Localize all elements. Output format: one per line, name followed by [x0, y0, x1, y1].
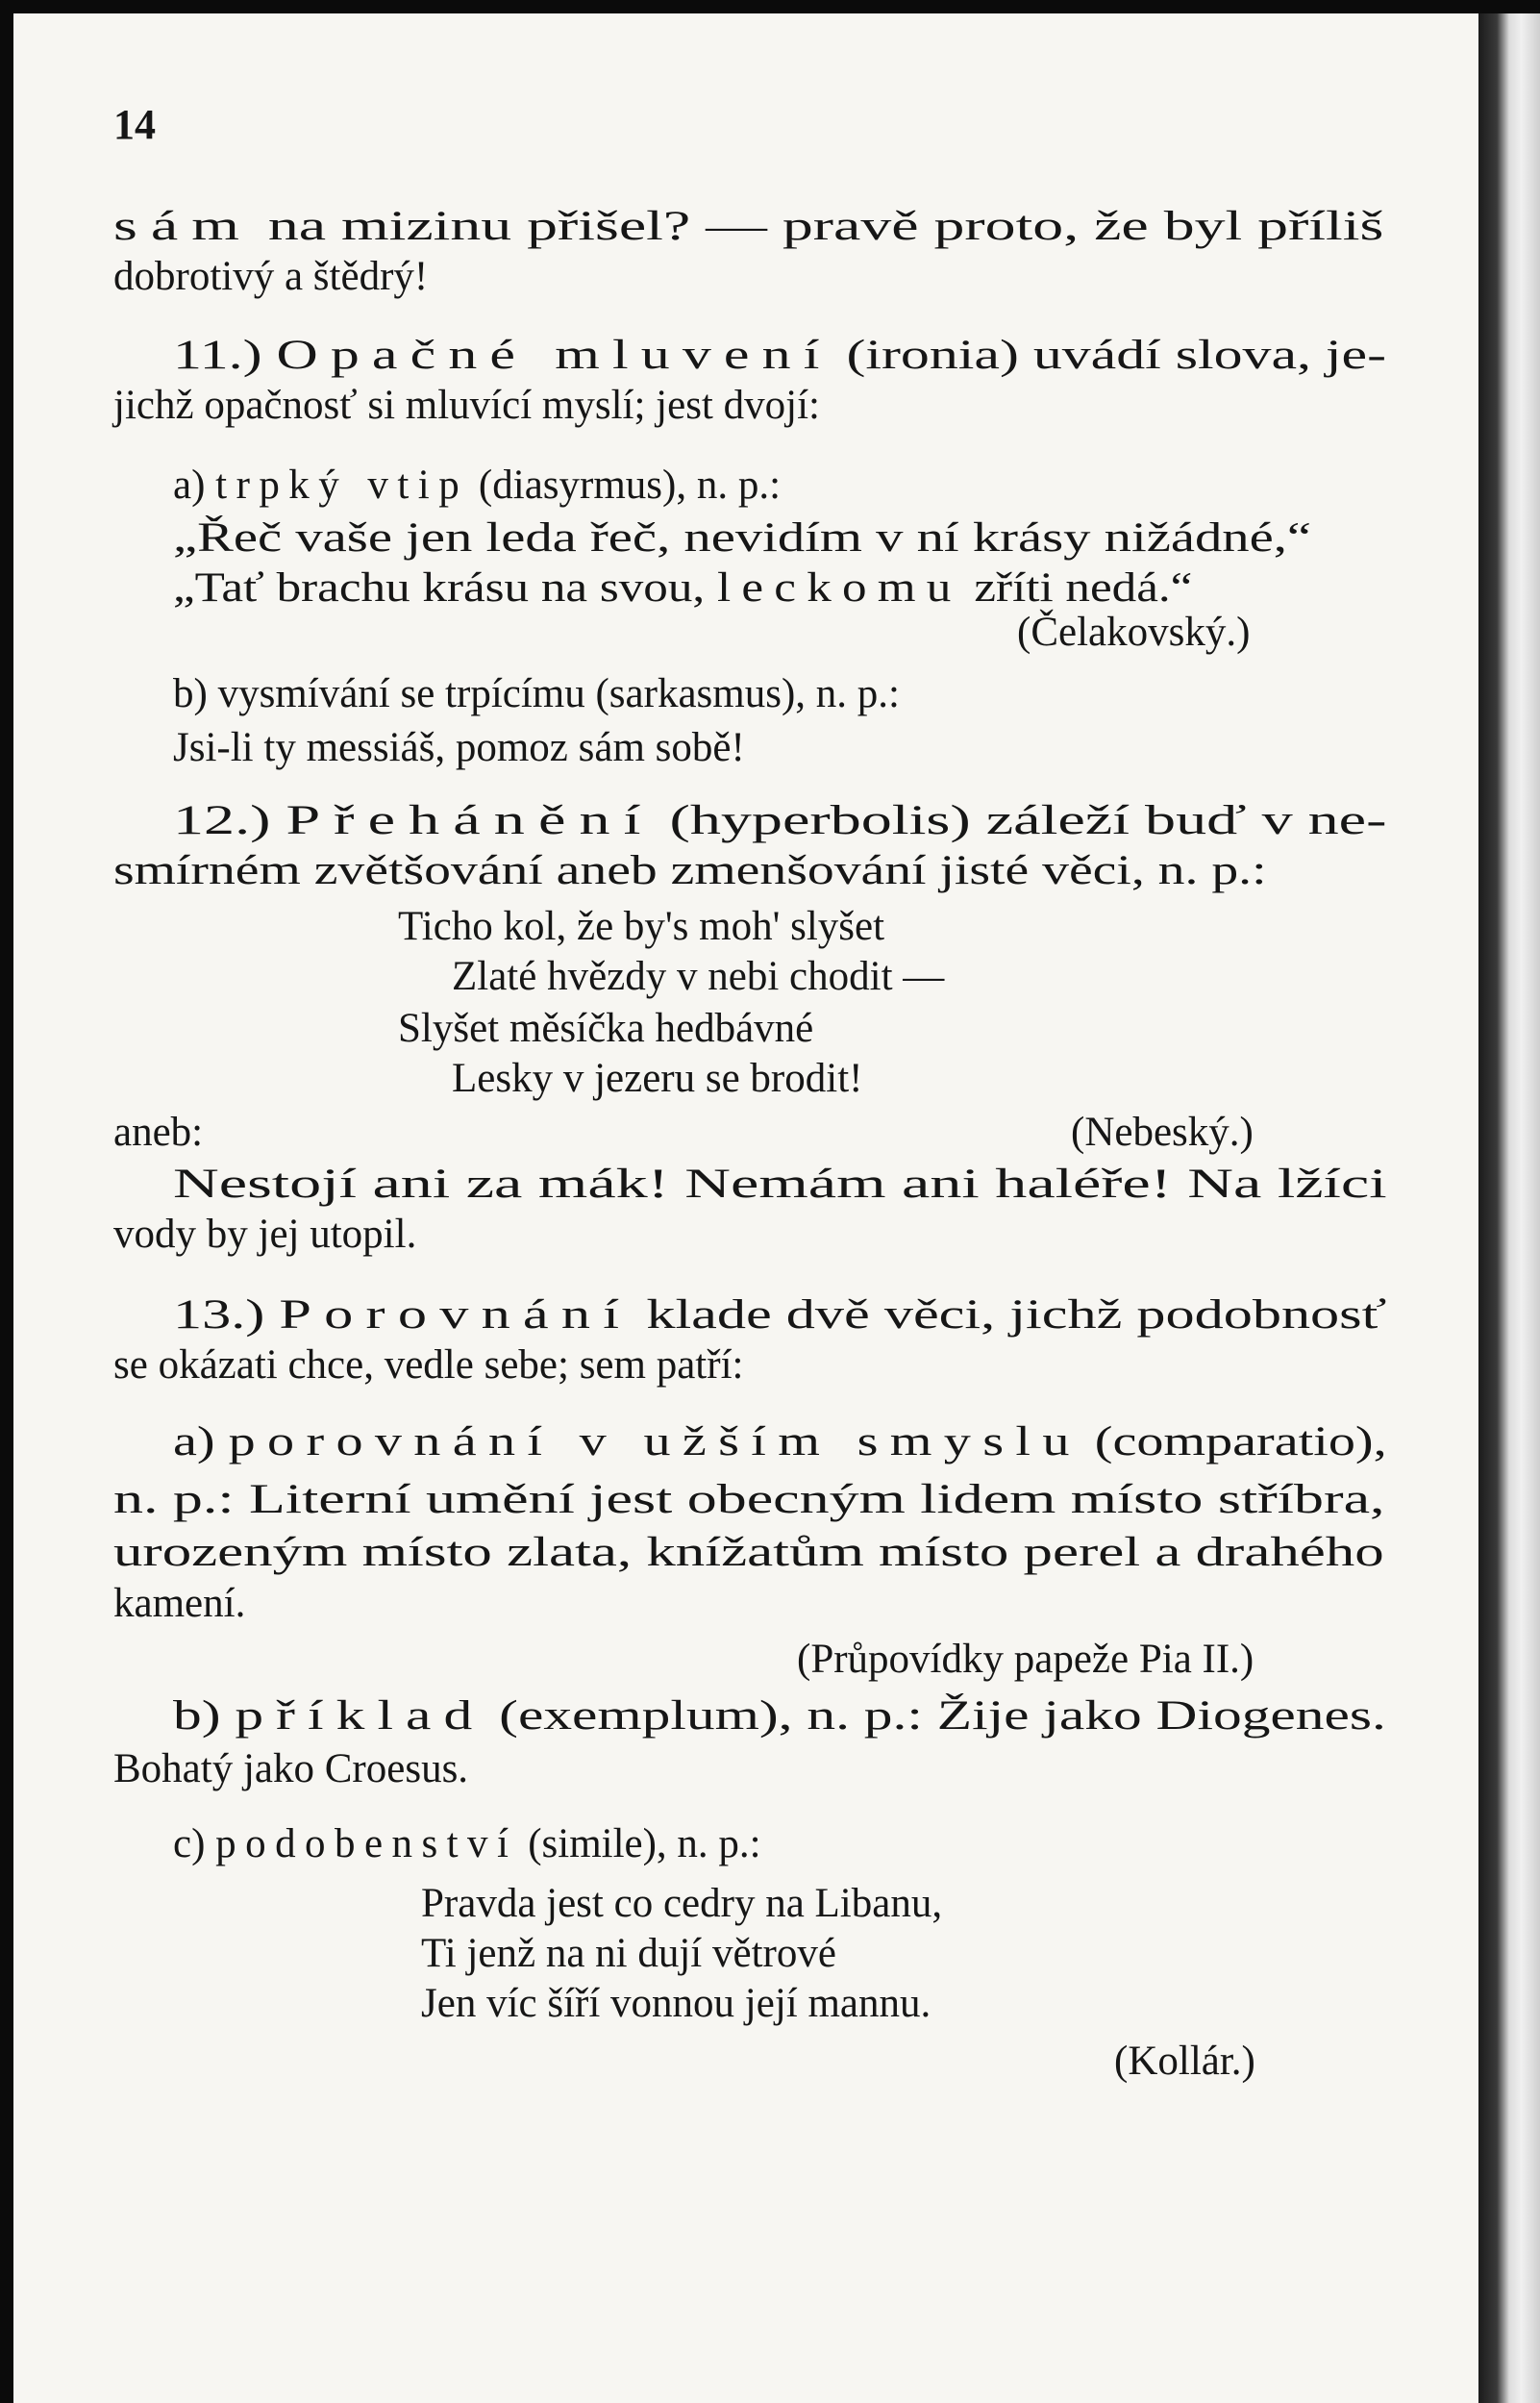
text-run: zříti nedá.“: [961, 565, 1193, 611]
text-run: (Kollár.): [1114, 2039, 1255, 2084]
text-run: b): [173, 1693, 236, 1739]
text-run: vody by jej utopil.: [113, 1212, 417, 1257]
text-line: [1114, 2037, 1255, 2087]
text-run: c): [173, 1821, 216, 1866]
book-page: [13, 13, 1478, 2403]
text-run: (hyperbolis) záleží buď v ne-: [654, 798, 1387, 843]
text-line: [113, 1475, 1385, 1525]
text-line: [113, 846, 1267, 896]
text-run: „Řeč vaše jen leda řeč, nevidím v ní krásy nižádné,“: [173, 515, 1312, 561]
text-run: (Čelakovský.): [1017, 610, 1251, 655]
text-line: [173, 1691, 1386, 1741]
text-run: Zlaté hvězdy v nebi chodit —: [452, 954, 945, 999]
text-run: (exemplum), n. p.: Žije jako Diogenes.: [484, 1693, 1386, 1739]
spaced-term: podobenství: [215, 1821, 518, 1866]
text-line: [173, 1417, 1387, 1467]
spaced-term: Porovnání: [279, 1292, 633, 1338]
text-run: 13.): [173, 1292, 280, 1338]
text-run: „Tať brachu krásu na svou,: [173, 565, 717, 611]
text-line: [1017, 608, 1250, 658]
text-line: [113, 202, 1383, 252]
text-run: b) vysmívání se trpícímu (sarkasmus), n. p.:: [173, 671, 900, 716]
text-line: [113, 252, 428, 302]
text-line: [398, 902, 884, 952]
text-run: (diasyrmus), n. p.:: [468, 463, 782, 508]
text-run: a): [173, 463, 216, 508]
text-line: [113, 1528, 1384, 1578]
text-line: [173, 669, 900, 719]
text-line: [421, 1879, 942, 1929]
text-run: Lesky v jezeru se brodit!: [452, 1056, 863, 1101]
text-run: urozeným místo zlata, knížatům místo perel a drahého: [113, 1530, 1384, 1575]
text-run: n. p.: Literní umění jest obecným lidem místo stříbra,: [113, 1477, 1385, 1522]
text-line: [173, 461, 781, 511]
text-run: Bohatý jako Croesus.: [113, 1746, 469, 1791]
text-run: se okázati chce, vedle sebe; sem patří:: [113, 1342, 744, 1388]
text-run: (Průpovídky papeže Pia II.): [797, 1637, 1254, 1682]
text-line: [113, 381, 820, 431]
text-line: [452, 952, 944, 1002]
text-line: [173, 1819, 761, 1869]
spaced-term: porovnání v užším smyslu: [228, 1419, 1081, 1464]
spaced-term: trpký vtip: [215, 463, 469, 508]
text-run: smírném zvětšování aneb zmenšování jisté věci, n. p.:: [113, 848, 1267, 893]
text-line: [173, 331, 1386, 381]
page-number: 14: [113, 101, 156, 148]
text-run: kamení.: [113, 1581, 246, 1626]
text-run: (simile), n. p.:: [517, 1821, 761, 1866]
text-line: [173, 796, 1386, 846]
text-run: Nestojí ani za mák! Nemám ani haléře! Na lžíci: [173, 1162, 1387, 1207]
spaced-term: Přehánění: [286, 798, 655, 843]
text-line: [173, 1160, 1387, 1210]
text-run: 12.): [173, 798, 286, 843]
text-run: Slyšet měsíčka hedbávné: [398, 1006, 814, 1051]
text-line: [113, 1744, 468, 1794]
text-run: (comparatio),: [1080, 1419, 1387, 1464]
text-line: [113, 1108, 203, 1158]
text-run: Jen víc šíří vonnou její mannu.: [421, 1981, 931, 2026]
text-line: [173, 723, 745, 773]
text-line: [113, 1340, 743, 1390]
text-run: Pravda jest co cedry na Libanu,: [421, 1881, 943, 1926]
text-line: [173, 1290, 1386, 1340]
text-run: Ticho kol, že by's moh' slyšet: [398, 904, 885, 949]
spaced-term: Opačné mluvení: [276, 333, 832, 378]
text-run: aneb:: [113, 1110, 204, 1155]
text-line: [113, 1579, 245, 1629]
text-line: [421, 1979, 931, 2029]
text-line: [173, 513, 1311, 563]
text-line: [1071, 1108, 1254, 1158]
text-run: (ironia) uvádí slova, je-: [832, 333, 1387, 378]
text-run: (Nebeský.): [1071, 1110, 1254, 1155]
text-line: [398, 1004, 813, 1054]
text-run: jichž opačnosť si mluvící myslí; jest dvojí:: [113, 383, 820, 428]
spaced-term: sám: [113, 204, 253, 249]
text-line: [452, 1054, 862, 1104]
text-run: Ti jenž na ni dují větrové: [421, 1931, 836, 1976]
text-run: 11.): [173, 333, 277, 378]
text-line: [797, 1635, 1254, 1685]
book-gutter: [1478, 13, 1540, 2403]
text-line: [113, 1210, 416, 1260]
text-run: a): [173, 1419, 229, 1464]
spaced-term: leckomu: [716, 565, 962, 611]
text-line: [421, 1929, 836, 1979]
text-line: [173, 563, 1192, 613]
spaced-term: příklad: [235, 1693, 485, 1739]
text-run: Jsi-li ty messiáš, pomoz sám sobě!: [173, 725, 745, 770]
text-run: klade dvě věci, jichž podobnosť: [632, 1292, 1387, 1338]
text-run: na mizinu přišel? — pravě proto, že byl příliš: [252, 204, 1384, 249]
text-run: dobrotivý a štědrý!: [113, 254, 429, 299]
